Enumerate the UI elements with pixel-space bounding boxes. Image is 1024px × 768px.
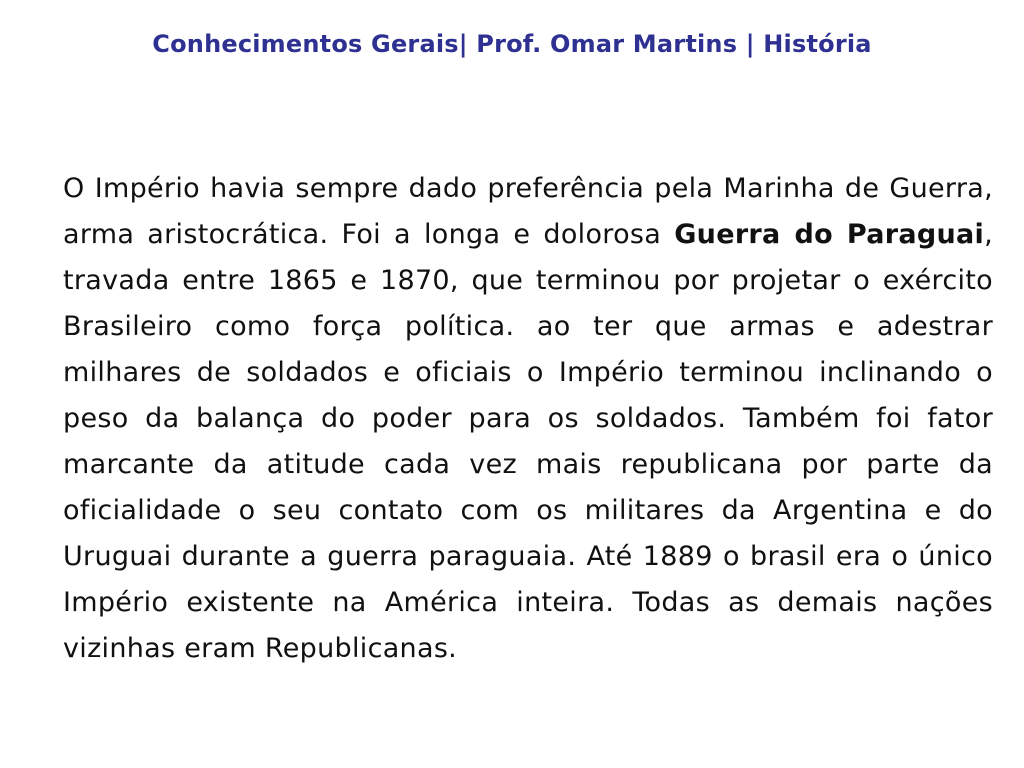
slide-body-paragraph [63,166,993,672]
paragraph-text-intro: O Império havia sempre dado preferência pela Marinha de Guerra, arma aristocrática. Foi a longa e dolorosa [63,173,993,250]
slide-header-title: Conhecimentos Gerais| Prof. Omar Martins | História [152,30,872,58]
paragraph-text-rest: , travada entre 1865 e 1870, que terminou por projetar o exército Brasileiro como força política. ao ter que armas e adestrar milhares de soldados e oficiais o Império terminou inclinando o peso da balança do poder para os soldados. Também foi fator marcante da atitude cada vez mais republicana por parte da oficialidade o seu contato com os militares da Argentina e do Uruguai durante a guerra paraguaia. Até 1889 o brasil era o único Império existente na América inteira. Todas as demais nações vizinhas eram Republicanas. [63,219,993,664]
paragraph-bold-term: Guerra do Paraguai [674,219,985,250]
